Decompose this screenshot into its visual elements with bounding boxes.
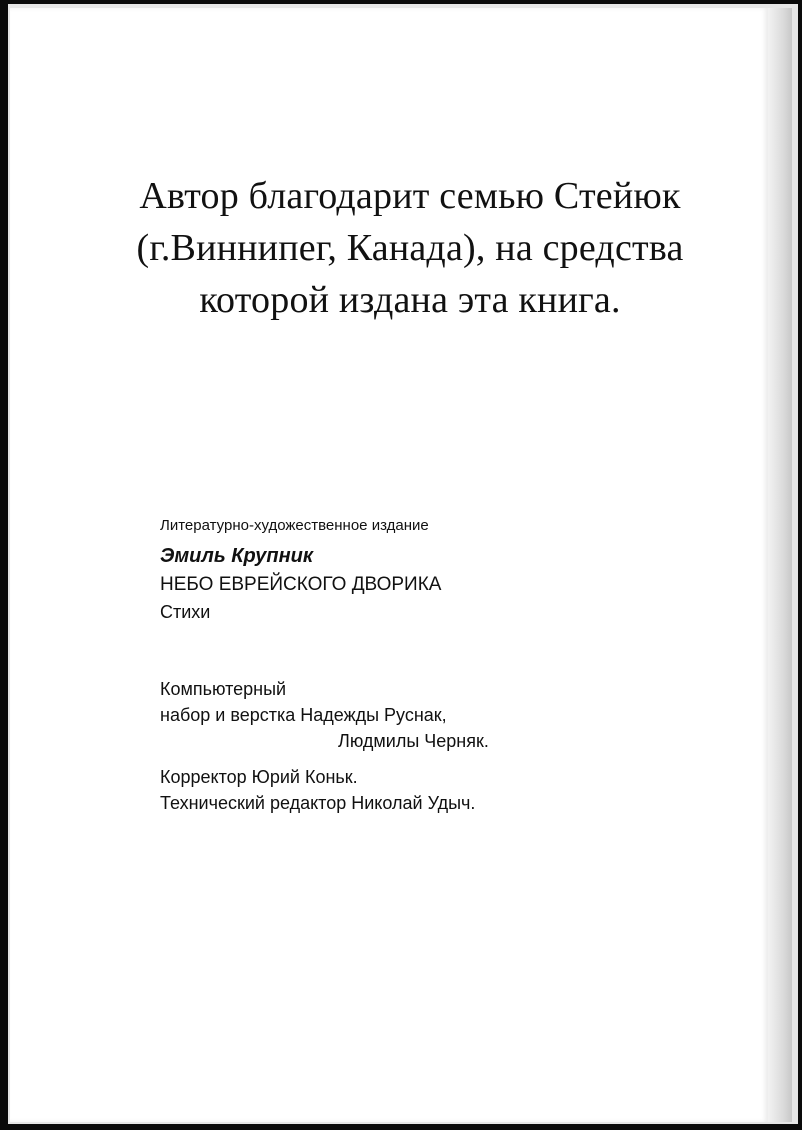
edition-type: Литературно-художественное издание — [160, 517, 429, 534]
typesetting-label: Компьютерный — [160, 679, 287, 699]
typesetting-credit: набор и верстка Надежды Руснак, — [160, 705, 447, 725]
dedication-line-2: (г.Виннипег, Канада), на средства — [136, 227, 684, 269]
imprint-block — [160, 515, 441, 625]
typesetting-credit-continued: Людмилы Черняк. — [338, 731, 489, 751]
book-genre: Стихи — [160, 602, 211, 622]
credits-block — [160, 676, 489, 816]
author-name: Эмиль Крупник — [160, 545, 314, 567]
proofreader-credit: Корректор Юрий Коньк. — [160, 767, 358, 787]
dedication-line-3: которой издана эта книга. — [199, 279, 621, 321]
technical-editor-credit: Технический редактор Николай Удыч. — [160, 793, 476, 813]
dedication-text — [0, 170, 802, 326]
dedication-line-1: Автор благодарит семью Стейюк — [139, 175, 681, 217]
book-title: НЕБО ЕВРЕЙСКОГО ДВОРИКА — [160, 574, 442, 595]
